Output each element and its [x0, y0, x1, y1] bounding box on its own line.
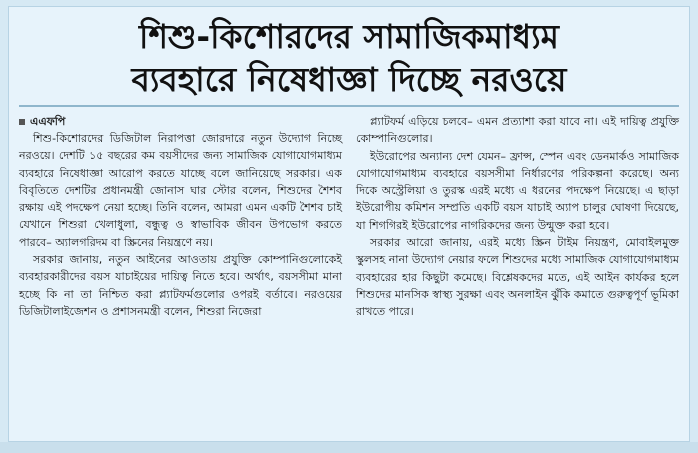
headline-line-2: ব্যবহারে নিষেধাজ্ঞা দিচ্ছে নরওয়ে: [131, 60, 567, 99]
headline-divider: [19, 105, 679, 107]
bullet-icon: [19, 119, 25, 125]
news-clipping: [8, 6, 690, 442]
left-column: [19, 113, 342, 321]
page-edge: [0, 442, 698, 453]
paragraph: সরকার জানায়, নতুন আইনের আওতায় প্রযুক্তি কোম্পানিগুলোকেই ব্যবহারকারীদের বয়স যাচাইয়ের দায়িত্ব নিতে হবে। অর্থাৎ, বয়সসীমা মানা হচ্ছে কি না তা নিশ্চিত করা প্ল্যাটফর্মগুলোর ওপরই বর্তাবে। নরওয়ের ডিজিটালাইজেশন ও প্রশাসনমন্ত্রী বলেন, শিশুরা নিজেরা: [19, 253, 342, 318]
paragraph: শিশু-কিশোরদের ডিজিটাল নিরাপত্তা জোরদারে নতুন উদ্যোগ নিচ্ছে নরওয়ে। দেশটি ১৫ বছরের কম বয়সীদের জন্য সামাজিক যোগাযোগমাধ্যম ব্যবহারে নিষেধাজ্ঞা আরোপ করতে যাচ্ছে বলে জানিয়েছে সরকার। এক বিবৃতিতে দেশটির প্রধানমন্ত্রী জোনাস ঘার স্টোর বলেন, শিশুদের শৈশব রক্ষায় এই পদক্ষেপ নেয়া হচ্ছে। তিনি বলেন, আমরা এমন একটি শৈশব চাই যেখানে শিশুরা খেলাধুলা, বন্ধুত্ব ও স্বাভাবিক জীবন উপভোগ করতে পারবে– অ্যালগরিদম বা স্ক্রিনের নিয়ন্ত্রণে নয়।: [19, 132, 342, 249]
paragraph: সরকার আরো জানায়, এরই মধ্যে স্ক্রিন টাইম নিয়ন্ত্রণ, মোবাইলমুক্ত স্কুলসহ নানা উদ্যোগ নেয়ার ফলে শিশুদের মধ্যে সামাজিক যোগাযোগমাধ্যম ব্যবহারের হার কিছুটা কমেছে। বিশ্লেষকদের মতে, এই আইন কার্যকর হলে শিশুদের মানসিক স্বাস্থ্য সুরক্ষা এবং অনলাইন ঝুঁকি কমাতে গুরুত্বপূর্ণ ভূমিকা রাখতে পারে।: [356, 236, 679, 319]
headline-line-1: শিশু-কিশোরদের সামাজিকমাধ্যম: [139, 17, 559, 56]
source-name: এএফপি: [30, 115, 66, 128]
right-column: [356, 113, 679, 321]
headline: [19, 15, 679, 101]
paragraph: প্ল্যাটফর্ম এড়িয়ে চলবে– এমন প্রত্যাশা করা যাবে না। এই দায়িত্ব প্রযুক্তি কোম্পানিগুলোর।: [356, 115, 679, 146]
source-line: [19, 113, 342, 130]
article-body: [19, 113, 679, 321]
paragraph: ইউরোপের অন্যান্য দেশ যেমন– ফ্রান্স, স্পেন এবং ডেনমার্কও সামাজিক যোগাযোগমাধ্যম ব্যবহারে বয়সসীমা নির্ধারণের পরিকল্পনা করেছে। অন্য দিকে অস্ট্রেলিয়া ও তুরস্ক এরই মধ্যে এ ধরনের পদক্ষেপ নিয়েছে। এ ছাড়া ইউরোপীয় কমিশন সম্প্রতি একটি বয়স যাচাই অ্যাপ চালুর ঘোষণা দিয়েছে, যা শিগগিরই ইউরোপের নাগরিকদের জন্য উন্মুক্ত করা হবে।: [356, 149, 679, 232]
